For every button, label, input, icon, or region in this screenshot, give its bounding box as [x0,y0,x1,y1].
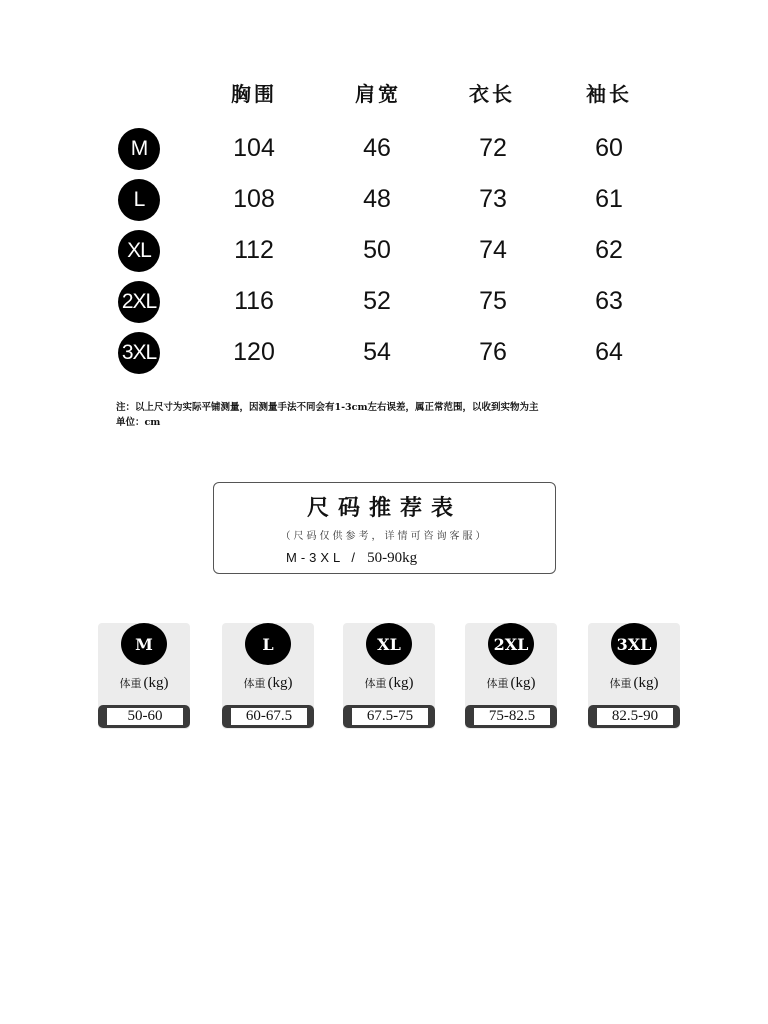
shoulder-value: 50 [363,236,391,264]
size-badge: 3XL [611,623,657,665]
size-badge: 2XL [488,623,534,665]
weight-range: 50-90kg [367,550,418,566]
recommendation-range [286,550,417,567]
table-row [0,277,768,327]
weight-range-value: 50-60 [107,708,183,725]
recommendation-box [213,482,556,574]
weight-range-value: 60-67.5 [231,708,307,725]
weight-unit: (kg) [143,675,169,691]
header-length: 衣长 [469,82,515,106]
weight-unit: (kg) [267,675,293,691]
sleeve-value: 63 [595,287,623,315]
shoulder-value: 46 [363,134,391,162]
size-badge: 3XL [118,332,160,374]
chest-value: 108 [233,185,275,213]
shoulder-value: 52 [363,287,391,315]
weight-range-bar [465,705,557,728]
shoulder-value: 54 [363,338,391,366]
header-sleeve: 袖长 [586,82,632,106]
size-badge: L [118,179,160,221]
recommendation-title: 尺码推荐表 [306,495,462,521]
weight-range-value: 75-82.5 [474,708,550,725]
weight-range-value: 82.5-90 [597,708,673,725]
weight-range-bar [98,705,190,728]
weight-text: 体重 [609,677,632,690]
size-badge: XL [118,230,160,272]
weight-label [98,675,190,692]
table-row [0,226,768,276]
weight-card-3xl [588,623,680,729]
sleeve-value: 60 [595,134,623,162]
weight-label [343,675,435,692]
sleeve-value: 61 [595,185,623,213]
weight-label [588,675,680,692]
measurement-note [116,400,656,430]
header-chest: 胸围 [231,82,277,106]
chest-value: 112 [234,236,274,264]
weight-range-value: 67.5-75 [352,708,428,725]
weight-range-bar [343,705,435,728]
note-line: 注：以上尺寸为实际平铺测量，因测量手法不同会有1-3cm左右误差，属正常范围，以收到实物为主 [116,402,539,413]
size-range: M-3XL / [286,550,360,565]
weight-text: 体重 [243,677,266,690]
weight-text: 体重 [364,677,387,690]
length-value: 72 [479,134,507,162]
weight-unit: (kg) [633,675,659,691]
weight-unit: (kg) [388,675,414,691]
table-row [0,328,768,378]
weight-text: 体重 [486,677,509,690]
size-badge: 2XL [118,281,160,323]
weight-range-bar [588,705,680,728]
weight-unit: (kg) [510,675,536,691]
table-row [0,124,768,174]
sleeve-value: 64 [595,338,623,366]
header-shoulder: 肩宽 [355,82,401,106]
size-badge: M [121,623,167,665]
chest-value: 116 [234,287,274,315]
note-unit: 单位：cm [116,417,161,428]
weight-label [222,675,314,692]
weight-card-xl [343,623,435,729]
length-value: 75 [479,287,507,315]
weight-card-m [98,623,190,729]
weight-card-2xl [465,623,557,729]
chest-value: 104 [233,134,275,162]
length-value: 74 [479,236,507,264]
size-badge: L [245,623,291,665]
size-badge: M [118,128,160,170]
size-badge: XL [366,623,412,665]
weight-range-bar [222,705,314,728]
weight-label [465,675,557,692]
chest-value: 120 [233,338,275,366]
table-row [0,175,768,225]
shoulder-value: 48 [363,185,391,213]
length-value: 76 [479,338,507,366]
weight-card-l [222,623,314,729]
sleeve-value: 62 [595,236,623,264]
weight-text: 体重 [119,677,142,690]
recommendation-subtitle: （尺码仅供参考，详情可咨询客服） [280,531,489,542]
length-value: 73 [479,185,507,213]
